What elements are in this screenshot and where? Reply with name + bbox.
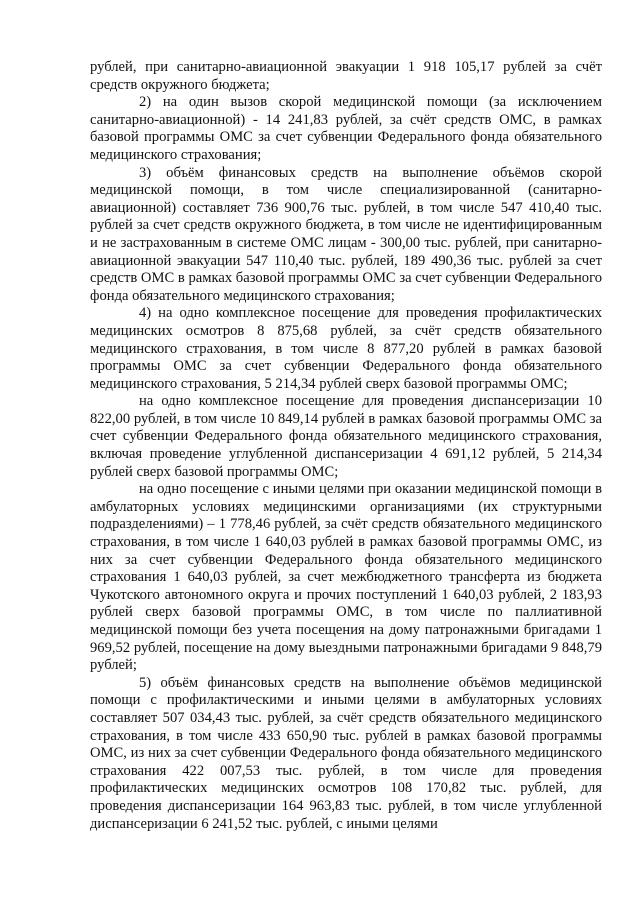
document-body	[90, 59, 602, 833]
paragraph-dispensary-cost: на одно комплексное посещение для проведения диспансеризации 10 822,00 рублей, в том числе 10 849,14 рублей в рамках базовой программы ОМС за счет субвенции Федерального фонда обязательного медицинского страхования, включая проведение углубленной диспансеризации 4 691,12 рублей, 5 214,34 рублей сверх базовой программы ОМС;	[90, 393, 602, 480]
paragraph-preventive-exam-cost: 4) на одно комплексное посещение для проведения профилактических медицинских осмотров 8 875,68 рублей, за счёт средств обязательного медицинского страхования, в том числе 8 877,20 рублей в рамках базовой программы ОМС за счет субвенции Федерального фонда обязательного медицинского страхования, 5 214,34 рублей сверх базовой программы ОМС;	[90, 305, 602, 392]
paragraph-outpatient-funding: 5) объём финансовых средств на выполнение объёмов медицинской помощи с профилактическими и иными целями в амбулаторных условиях составляет 507 034,43 тыс. рублей, за счёт средств обязательного медицинского страхования, в том числе 433 650,90 тыс. рублей в рамках базовой программы ОМС, из них за счет субвенции Федерального фонда обязательного медицинского страхования 422 007,53 тыс. рублей, в том числе для проведения профилактических медицинских осмотров 108 170,82 тыс. рублей, для проведения диспансеризации 164 963,83 тыс. рублей, в том числе углубленной диспансеризации 6 241,52 тыс. рублей, с иными целями	[90, 674, 602, 832]
paragraph-outpatient-visit-cost: на одно посещение с иными целями при оказании медицинской помощи в амбулаторных условиях медицинскими организациями (их структурными подразделениями) – 1 778,46 рублей, за счёт средств обязательного медицинского страхования, в том числе 1 640,03 рублей в рамках базовой программы ОМС, из них за счет субвенции Федерального фонда обязательного медицинского страхования 1 640,03 рублей, за счет межбюджетного трансферта из бюджета Чукотского автономного округа и прочих поступлений 1 640,03 рублей, 2 183,93 рублей сверх базовой программы ОМС, в том числе по паллиативной медицинской помощи без учета посещения на дому патронажными бригадами 1 969,52 рублей, посещение на дому выездными патронажными бригадами 9 848,79 рублей;	[90, 481, 602, 674]
paragraph-continuation: рублей, при санитарно-авиационной эвакуации 1 918 105,17 рублей за счёт средств окружного бюджета;	[90, 59, 602, 93]
paragraph-ambulance-call-cost: 2) на один вызов скорой медицинской помощи (за исключением санитарно-авиационной) - 14 241,83 рублей, за счёт средств ОМС, в рамках базовой программы ОМС за счет субвенции Федерального фонда обязательного медицинского страхования;	[90, 94, 602, 163]
paragraph-ambulance-funding: 3) объём финансовых средств на выполнение объёмов скорой медицинской помощи, в том числе специализированной (санитарно-авиационной) составляет 736 900,76 тыс. рублей, в том числе 547 410,40 тыс. рублей за счет средств окружного бюджета, в том числе не идентифицированным и не застрахованным в системе ОМС лицам - 300,00 тыс. рублей, при санитарно-авиационной эвакуации 547 110,40 тыс. рублей, 189 490,36 тыс. рублей за счет средств ОМС в рамках базовой программы ОМС за счет субвенции Федерального фонда обязательного медицинского страхования;	[90, 164, 602, 304]
